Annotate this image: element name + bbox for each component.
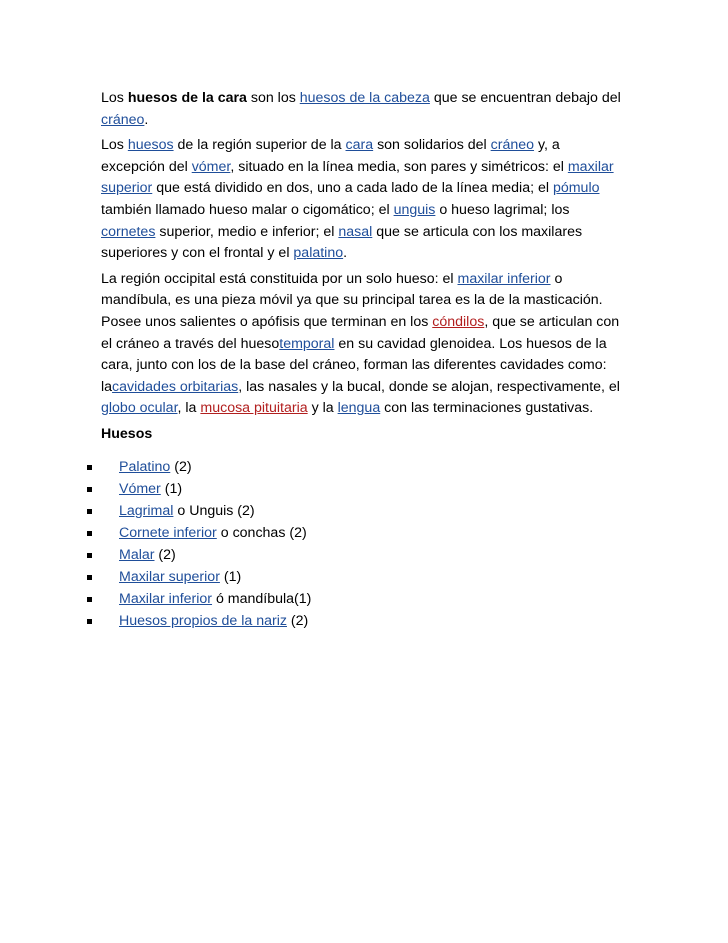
item-count: (1)	[160, 480, 183, 497]
list-item	[87, 588, 607, 610]
text: , situado en la línea media, son pares y simétricos: el	[230, 158, 568, 175]
item-count: (2)	[170, 458, 192, 475]
link-cornetes[interactable]: cornetes	[101, 223, 156, 240]
list-item	[87, 500, 607, 522]
list-item	[87, 610, 607, 632]
text: Los	[101, 90, 128, 106]
list-item	[87, 456, 607, 478]
text: .	[343, 245, 348, 262]
paragraph-region-superior	[101, 135, 621, 265]
list-item	[87, 544, 607, 566]
link-craneo[interactable]: cráneo	[101, 111, 145, 128]
text: superior, medio e inferior; el	[155, 223, 339, 240]
link-huesos[interactable]: huesos	[127, 137, 174, 154]
link-cara[interactable]: cara	[345, 137, 374, 154]
item-count: (2)	[286, 612, 309, 629]
text: , las nasales y la bucal, donde se alojan, respectivamente, el	[238, 378, 620, 395]
list-item	[87, 522, 607, 544]
link-maxilar-superior[interactable]: maxilar superior	[101, 158, 614, 197]
link-temporal[interactable]: temporal	[279, 335, 335, 352]
link-craneo[interactable]: cráneo	[490, 137, 535, 154]
link-vomer[interactable]: Vómer	[119, 480, 161, 497]
item-count: o Unguis (2)	[173, 502, 255, 519]
link-nasal[interactable]: nasal	[338, 223, 373, 240]
text: que se encuentran debajo del	[429, 90, 621, 106]
link-vomer[interactable]: vómer	[191, 158, 231, 175]
item-count: ó mandíbula(1)	[212, 590, 312, 607]
link-palatino[interactable]: Palatino	[119, 458, 171, 475]
text: que está dividido en dos, uno a cada lado de la línea media; el	[152, 180, 553, 197]
link-huesos-propios-nariz[interactable]: Huesos propios de la nariz	[119, 612, 287, 629]
text: Los	[101, 137, 128, 154]
text: en su cavidad glenoidea. Los huesos de la cara, junto con los de la base del cráneo, forman las diferentes cavidades como: la	[101, 335, 607, 395]
paragraph-region-occipital	[101, 269, 621, 420]
bones-list	[87, 456, 607, 632]
link-lagrimal[interactable]: Lagrimal	[119, 502, 174, 519]
item-count: (2)	[154, 546, 176, 563]
link-condilos[interactable]: cóndilos	[432, 313, 485, 330]
item-count: o conchas (2)	[216, 524, 307, 541]
text: también llamado hueso malar o cigomático; el	[101, 201, 394, 218]
document-body	[101, 88, 621, 632]
list-item	[87, 478, 607, 500]
link-globo-ocular[interactable]: globo ocular	[101, 400, 178, 417]
item-count: (1)	[219, 568, 242, 585]
link-cornete-inferior[interactable]: Cornete inferior	[119, 524, 217, 541]
list-item	[87, 566, 607, 588]
link-pomulo[interactable]: pómulo	[552, 180, 600, 197]
link-maxilar-superior[interactable]: Maxilar superior	[119, 568, 220, 585]
link-cavidades-orbitarias[interactable]: cavidades orbitarias	[112, 378, 239, 395]
paragraph-intro	[101, 88, 621, 131]
link-mucosa-pituitaria[interactable]: mucosa pituitaria	[200, 400, 308, 417]
link-maxilar-inferior[interactable]: Maxilar inferior	[119, 590, 213, 607]
link-unguis[interactable]: unguis	[393, 201, 436, 218]
link-maxilar-inferior[interactable]: maxilar inferior	[457, 270, 551, 287]
text: , la	[177, 400, 201, 417]
text: son los	[246, 90, 300, 106]
text: son solidarios del	[373, 137, 491, 154]
text: .	[144, 111, 149, 128]
text: con las terminaciones gustativas.	[380, 400, 594, 417]
text: o hueso lagrimal; los	[435, 201, 570, 218]
link-huesos-de-la-cabeza[interactable]: huesos de la cabeza	[299, 90, 430, 106]
link-malar[interactable]: Malar	[119, 546, 155, 563]
text: y la	[307, 400, 338, 417]
text: La región occipital está constituida por un solo hueso: el	[101, 270, 458, 287]
section-heading: Huesos	[101, 425, 153, 442]
text: , que se articulan con el cráneo a través del hueso	[101, 313, 620, 352]
link-palatino[interactable]: palatino	[293, 245, 344, 262]
link-lengua[interactable]: lengua	[337, 400, 381, 417]
bold-term: huesos de la cara	[127, 90, 247, 106]
text: que se articula con los maxilares superiores y con el frontal y el	[101, 223, 583, 262]
text: de la región superior de la	[173, 137, 346, 154]
text: o mandíbula, es una pieza móvil ya que su principal tarea es la de la masticación. Posee unos salientes o apófisis que terminan en los	[101, 270, 603, 330]
text: y, a excepción del	[101, 137, 560, 175]
